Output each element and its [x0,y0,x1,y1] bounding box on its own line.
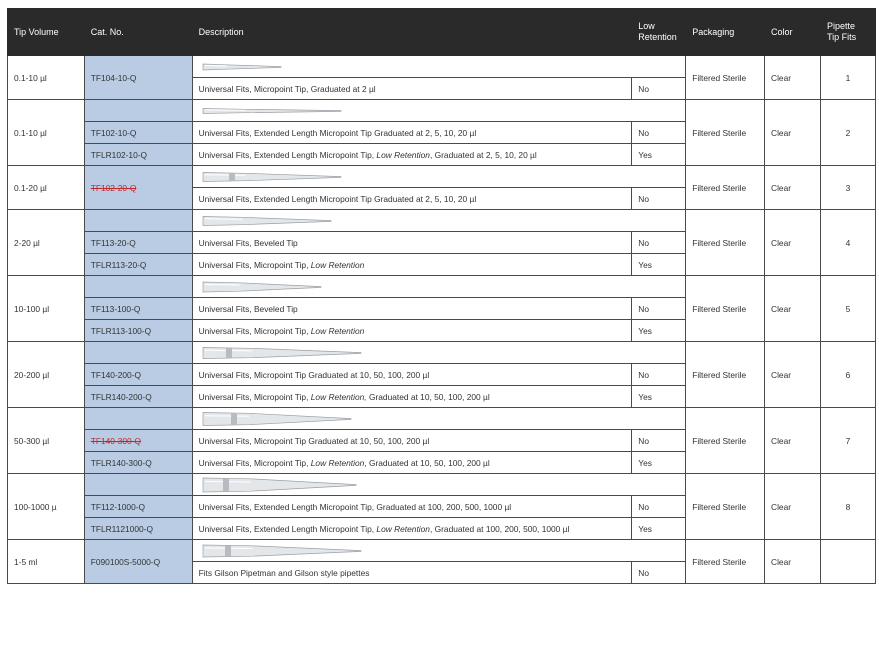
tip-fits-cell: 2 [821,100,876,166]
table-row [8,342,876,364]
low-retention-cell: Yes [632,452,686,474]
tip-volume-cell: 0.1-10 µl [8,100,85,166]
cat-no-cell [84,100,192,122]
tip-fits-cell: 1 [821,56,876,100]
cat-no-text: TF102-10-Q [90,127,137,138]
tip-image-cell [192,276,686,298]
tip-image-cell [192,408,686,430]
pipette-tip-image [201,541,365,561]
description-cell: Universal Fits, Beveled Tip [192,298,632,320]
cat-no-text: TF140-200-Q [90,369,142,380]
low-retention-emphasis: Low Retention [310,457,365,468]
low-retention-emphasis: Low Retention [310,259,365,270]
cat-no-cell [84,122,192,144]
tip-image-cell [192,210,686,232]
table-row [8,408,876,430]
cat-no-cell [84,232,192,254]
cat-no-cell [84,408,192,430]
cat-no-text: TFLR113-20-Q [90,259,147,270]
header-tip-volume: Tip Volume [8,9,85,56]
pipette-tip-image [201,167,345,187]
tip-image-cell [192,342,686,364]
low-retention-emphasis: Low Retention, [310,391,367,402]
color-cell: Clear [765,276,821,342]
cat-no-text: TF104-10-Q [90,72,137,83]
cat-no-text: TFLR1121000-Q [90,523,153,534]
packaging-cell: Filtered Sterile [686,540,765,584]
low-retention-cell: Yes [632,518,686,540]
low-retention-cell: No [632,232,686,254]
cat-no-cell [84,540,192,584]
pipette-tip-image [201,277,325,297]
table-row [8,276,876,298]
low-retention-cell: No [632,364,686,386]
low-retention-cell: No [632,78,686,100]
header-low-retention: Low Retention [632,9,686,56]
tip-fits-cell: 6 [821,342,876,408]
packaging-cell: Filtered Sterile [686,474,765,540]
cat-no-cell [84,364,192,386]
description-cell: Universal Fits, Micropoint Tip Graduated at 10, 50, 100, 200 µl [192,430,632,452]
description-cell: Universal Fits, Extended Length Micropoint Tip Graduated at 2, 5, 10, 20 µl [192,122,632,144]
tip-volume-cell: 50-300 µl [8,408,85,474]
cat-no-text: TF112-1000-Q [90,501,146,512]
tip-fits-cell: 8 [821,474,876,540]
header-row [8,9,876,56]
packaging-cell: Filtered Sterile [686,276,765,342]
description-cell: Universal Fits, Extended Length Micropoint Tip, Low Retention, Graduated at 100, 200, 500, 1000 µl [192,518,632,540]
description-cell: Universal Fits, Extended Length Micropoint Tip, Graduated at 100, 200, 500, 1000 µl [192,496,632,518]
cat-no-cell [84,56,192,100]
pipette-tip-image [201,475,360,495]
tip-volume-cell: 2-20 µl [8,210,85,276]
tip-image-cell [192,56,686,78]
low-retention-cell: Yes [632,386,686,408]
cat-no-cell [84,320,192,342]
cat-no-cell [84,386,192,408]
tip-fits-cell: 4 [821,210,876,276]
tip-fits-cell: 5 [821,276,876,342]
tip-image-cell [192,540,686,562]
packaging-cell: Filtered Sterile [686,408,765,474]
color-cell: Clear [765,474,821,540]
cat-no-text: TFLR140-300-Q [90,457,152,468]
cat-no-cell [84,474,192,496]
low-retention-cell: No [632,298,686,320]
table-row [8,166,876,188]
cat-no-cell [84,496,192,518]
packaging-cell: Filtered Sterile [686,56,765,100]
cat-no-text: TF102-20-Q [90,182,137,193]
cat-no-cell [84,342,192,364]
cat-no-cell [84,276,192,298]
tip-image-cell [192,166,686,188]
table-row [8,210,876,232]
color-cell: Clear [765,342,821,408]
pipette-tip-image [201,57,285,77]
cat-no-cell [84,518,192,540]
cat-no-text: TFLR113-100-Q [90,325,152,336]
pipette-tip-image [201,101,345,121]
table-row [8,474,876,496]
low-retention-cell: Yes [632,144,686,166]
description-cell: Universal Fits, Micropoint Tip, Low Retention [192,320,632,342]
tip-fits-cell [821,540,876,584]
cat-no-cell [84,452,192,474]
description-cell: Universal Fits, Micropoint Tip, Low Retention, Graduated at 10, 50, 100, 200 µl [192,452,632,474]
header-cat-no: Cat. No. [84,9,192,56]
low-retention-cell: Yes [632,320,686,342]
cat-no-text: TF113-20-Q [90,237,136,248]
tip-fits-cell: 3 [821,166,876,210]
description-cell: Universal Fits, Extended Length Micropoint Tip Graduated at 2, 5, 10, 20 µl [192,188,632,210]
pipette-tip-image [201,211,335,231]
pipette-tip-image [201,343,365,363]
cat-no-cell [84,254,192,276]
description-cell: Universal Fits, Micropoint Tip, Low Retention [192,254,632,276]
low-retention-cell: No [632,188,686,210]
color-cell: Clear [765,210,821,276]
packaging-cell: Filtered Sterile [686,100,765,166]
tip-volume-cell: 1-5 ml [8,540,85,584]
cat-no-cell [84,144,192,166]
low-retention-cell: No [632,430,686,452]
low-retention-emphasis: Low Retention [310,325,365,336]
low-retention-cell: No [632,122,686,144]
tip-image-cell [192,474,686,496]
low-retention-cell: No [632,562,686,584]
low-retention-cell: No [632,496,686,518]
tip-volume-cell: 10-100 µl [8,276,85,342]
low-retention-cell: Yes [632,254,686,276]
cat-no-cell [84,166,192,210]
tip-volume-cell: 100-1000 µ [8,474,85,540]
cat-no-text: TFLR102-10-Q [90,149,148,160]
cat-no-text: TF140-300-Q [90,435,142,446]
cat-no-cell [84,298,192,320]
tip-volume-cell: 0.1-20 µl [8,166,85,210]
packaging-cell: Filtered Sterile [686,210,765,276]
packaging-cell: Filtered Sterile [686,342,765,408]
description-cell: Universal Fits, Micropoint Tip, Low Retention, Graduated at 10, 50, 100, 200 µl [192,386,632,408]
color-cell: Clear [765,56,821,100]
tip-volume-cell: 0.1-10 µl [8,56,85,100]
cat-no-text: F090100S-5000-Q [90,556,161,567]
color-cell: Clear [765,408,821,474]
pipette-tip-image [201,409,355,429]
color-cell: Clear [765,166,821,210]
header-description: Description [192,9,632,56]
header-packaging: Packaging [686,9,765,56]
tip-image-cell [192,100,686,122]
description-cell: Universal Fits, Extended Length Micropoint Tip, Low Retention, Graduated at 2, 5, 10, 20 µl [192,144,632,166]
description-cell: Universal Fits, Micropoint Tip Graduated at 10, 50, 100, 200 µl [192,364,632,386]
color-cell: Clear [765,540,821,584]
tip-volume-cell: 20-200 µl [8,342,85,408]
header-pipette-tip-fits: Pipette Tip Fits [821,9,876,56]
description-cell: Fits Gilson Pipetman and Gilson style pipettes [192,562,632,584]
product-table [7,8,876,584]
description-cell: Universal Fits, Micropoint Tip, Graduated at 2 µl [192,78,632,100]
description-cell: Universal Fits, Beveled Tip [192,232,632,254]
tip-fits-cell: 7 [821,408,876,474]
low-retention-emphasis: Low Retention [376,523,430,534]
header-color: Color [765,9,821,56]
table-row [8,100,876,122]
cat-no-cell [84,430,192,452]
cat-no-cell [84,210,192,232]
table-row [8,540,876,562]
cat-no-text: TF113-100-Q [90,303,141,314]
color-cell: Clear [765,100,821,166]
low-retention-emphasis: Low Retention [376,149,430,160]
cat-no-text: TFLR140-200-Q [90,391,152,402]
table-row [8,56,876,78]
packaging-cell: Filtered Sterile [686,166,765,210]
